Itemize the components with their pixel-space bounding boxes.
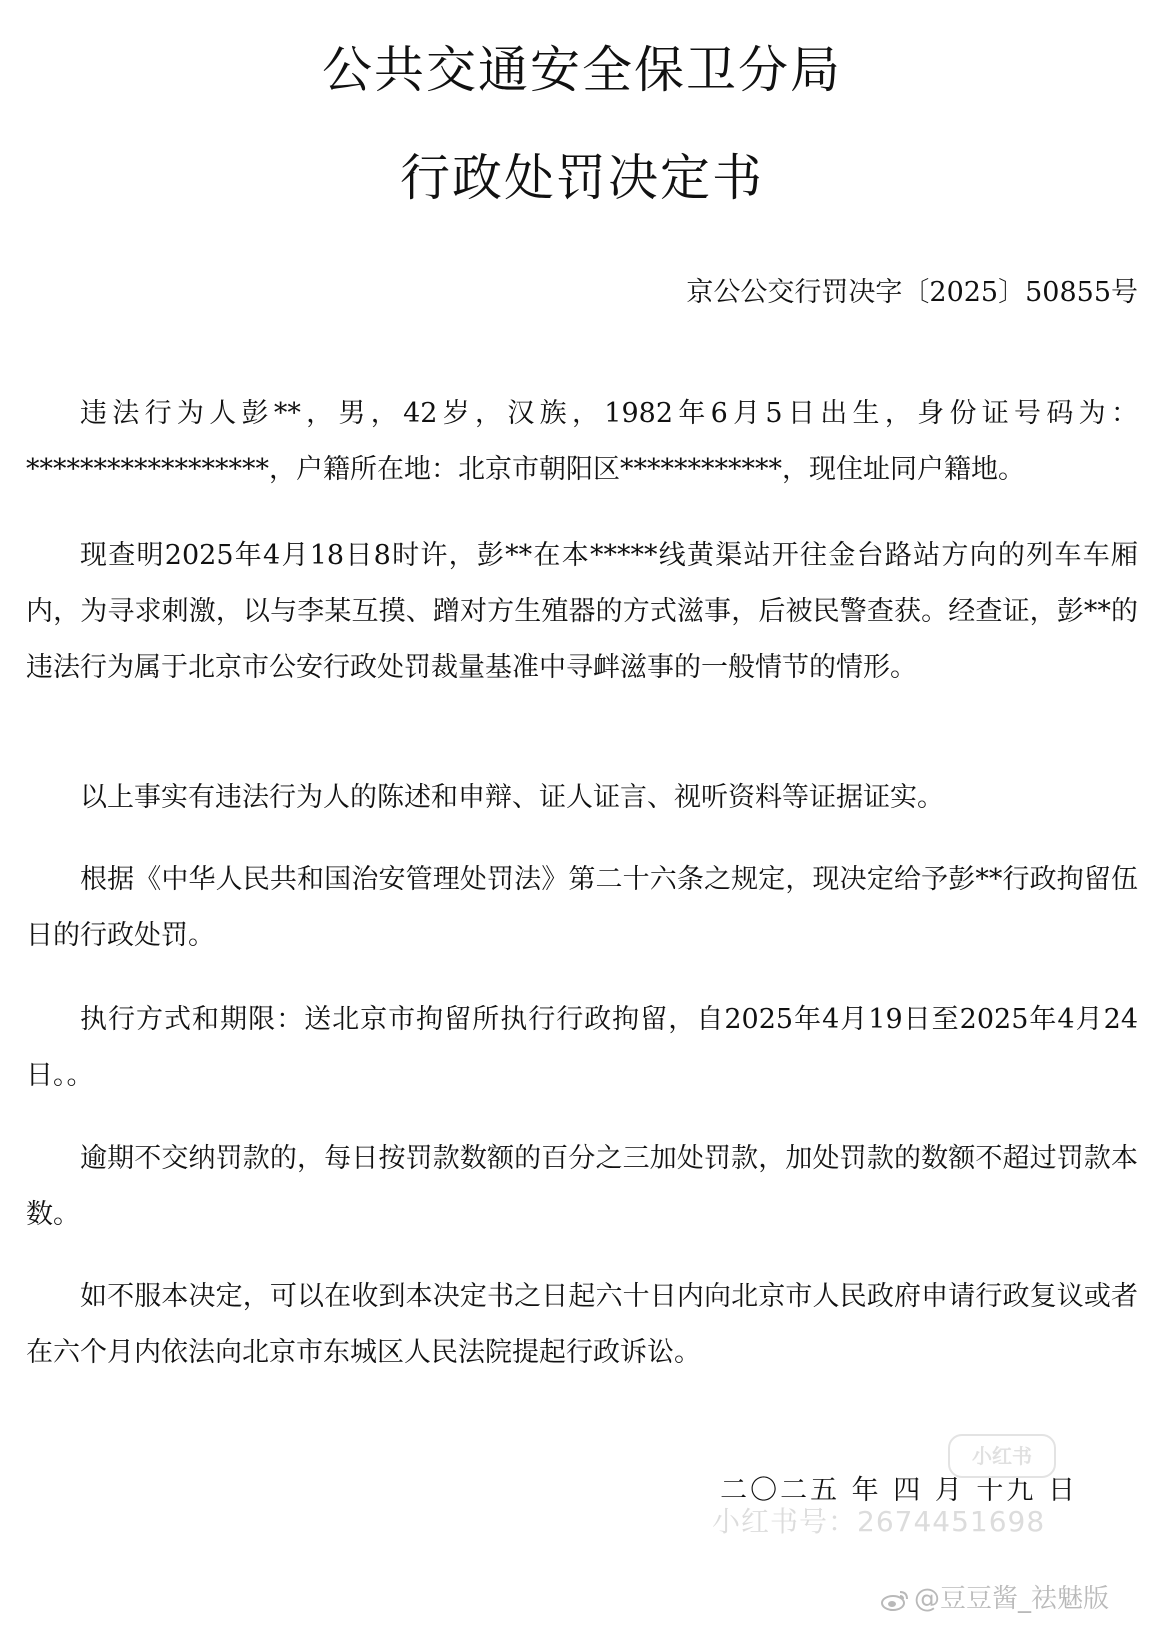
decision-date: 二〇二五 年 四 月 十九 日 <box>720 1475 1078 1506</box>
appeal-rights-paragraph: 如不服本决定，可以在收到本决定书之日起六十日内向北京市人民政府申请行政复议或者在六个月内依法向北京市东城区人民法院提起行政诉讼。 <box>26 1281 1138 1368</box>
offender-info-paragraph: 违法行为人彭**，男，42岁，汉族，1982年6月5日出生，身份证号码为：******************，户籍所在地：北京市朝阳区************，现住址同户籍地。 <box>26 398 1138 485</box>
execution-paragraph: 执行方式和期限：送北京市拘留所执行行政拘留，自2025年4月19日至2025年4月24日。。 <box>26 1004 1138 1091</box>
weibo-handle: @豆豆酱_祛魅版 <box>914 1584 1110 1614</box>
evidence-paragraph: 以上事实有违法行为人的陈述和申辩、证人证言、视听资料等证据证实。 <box>80 782 944 813</box>
xiaohongshu-id-watermark: 小红书号：2674451698 <box>712 1505 1046 1538</box>
document-number: 京公公交行罚决字〔2025〕50855号 <box>686 277 1138 308</box>
facts-paragraph: 现查明2025年4月18日8时许，彭**在本*****线黄渠站开往金台路站方向的列车车厢内，为寻求刺激，以与李某互摸、蹭对方生殖器的方式滋事，后被民警查获。经查证，彭**的违法行为属于北京市公安行政处罚裁量基准中寻衅滋事的一般情节的情形。 <box>26 540 1138 683</box>
weibo-logo-icon <box>880 1589 910 1611</box>
issuing-authority-title: 公共交通安全保卫分局 <box>322 41 842 99</box>
weibo-watermark <box>880 1578 1109 1615</box>
document-type-title: 行政处罚决定书 <box>400 149 764 207</box>
decision-paragraph: 根据《中华人民共和国治安管理处罚法》第二十六条之规定，现决定给予彭**行政拘留伍日的行政处罚。 <box>26 864 1138 951</box>
overdue-fine-paragraph: 逾期不交纳罚款的，每日按罚款数额的百分之三加处罚款，加处罚款的数额不超过罚款本数。 <box>26 1143 1138 1230</box>
xiaohongshu-logo-watermark: 小红书 <box>948 1434 1056 1478</box>
